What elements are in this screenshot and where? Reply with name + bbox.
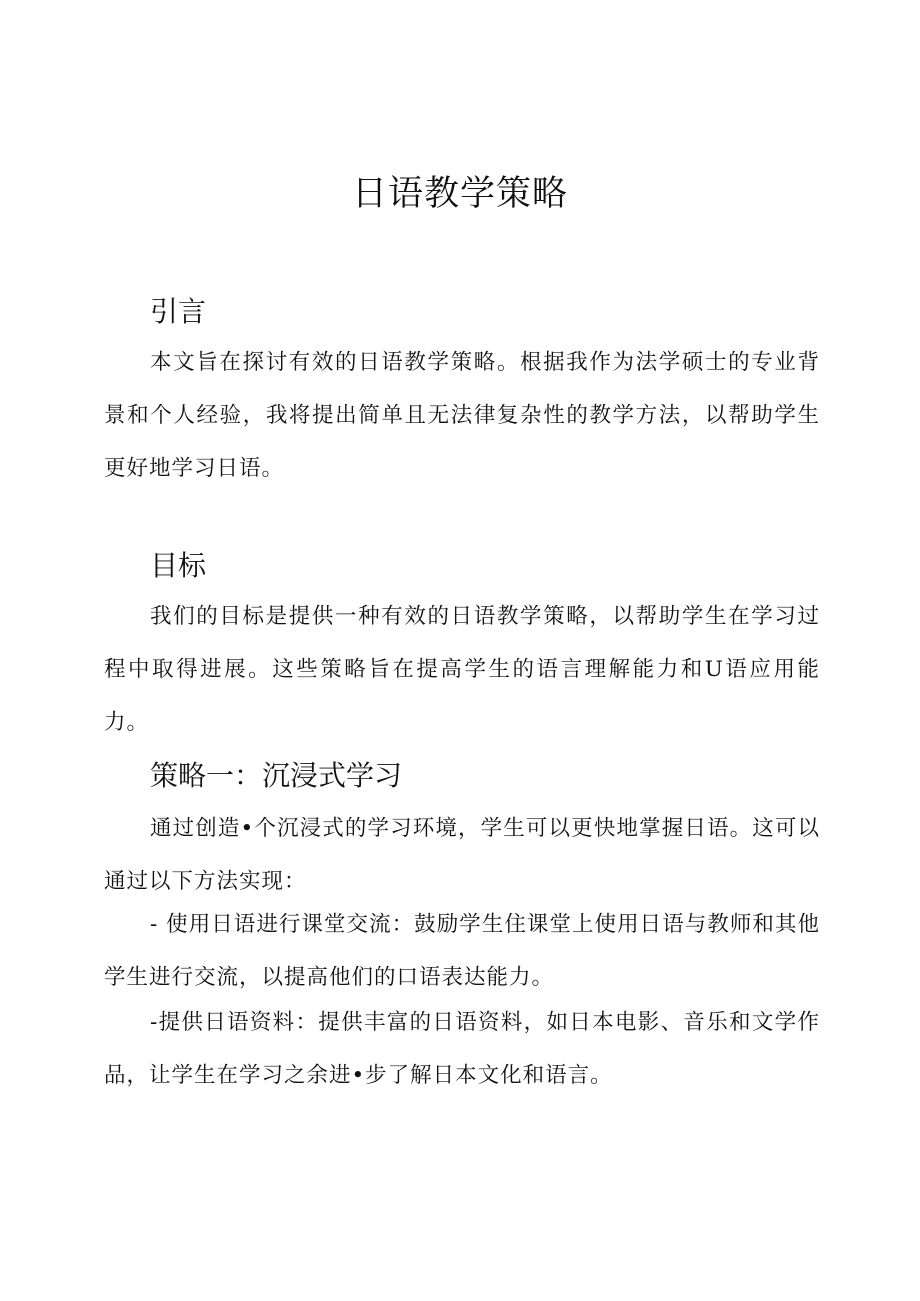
strategy-one-paragraph: 通过创造•个沉浸式的学习环境，学生可以更快地掌握日语。这可以通过以下方法实现：: [104, 816, 820, 894]
strategy-one-list-item: -提供日语资料：提供丰富的日语资料，如日本电影、音乐和文学作品，让学生在学习之余进•步了解日本文化和语言。: [104, 1010, 820, 1088]
goal-paragraph: 我们的目标是提供一种有效的日语教学策略，以帮助学生在学习过程中取得进展。这些策略旨在提高学生的语言理解能力和U语应用能力。: [104, 604, 820, 735]
section-heading-strategy-one: 策略一：沉浸式学习: [150, 759, 403, 792]
section-heading-goal: 目标: [150, 549, 207, 582]
section-heading-introduction: 引言: [150, 295, 207, 328]
document-title: 日语教学策略: [351, 174, 568, 214]
strategy-one-list-item: - 使用日语进行课堂交流：鼓励学生住课堂上使用日语与教师和其他学生进行交流，以提高他们的口语表达能力。: [104, 912, 820, 990]
introduction-paragraph: 本文旨在探讨有效的日语教学策略。根据我作为法学硕士的专业背景和个人经验，我将提出简单且无法律复杂性的教学方法，以帮助学生更好地学习日语。: [104, 350, 820, 481]
